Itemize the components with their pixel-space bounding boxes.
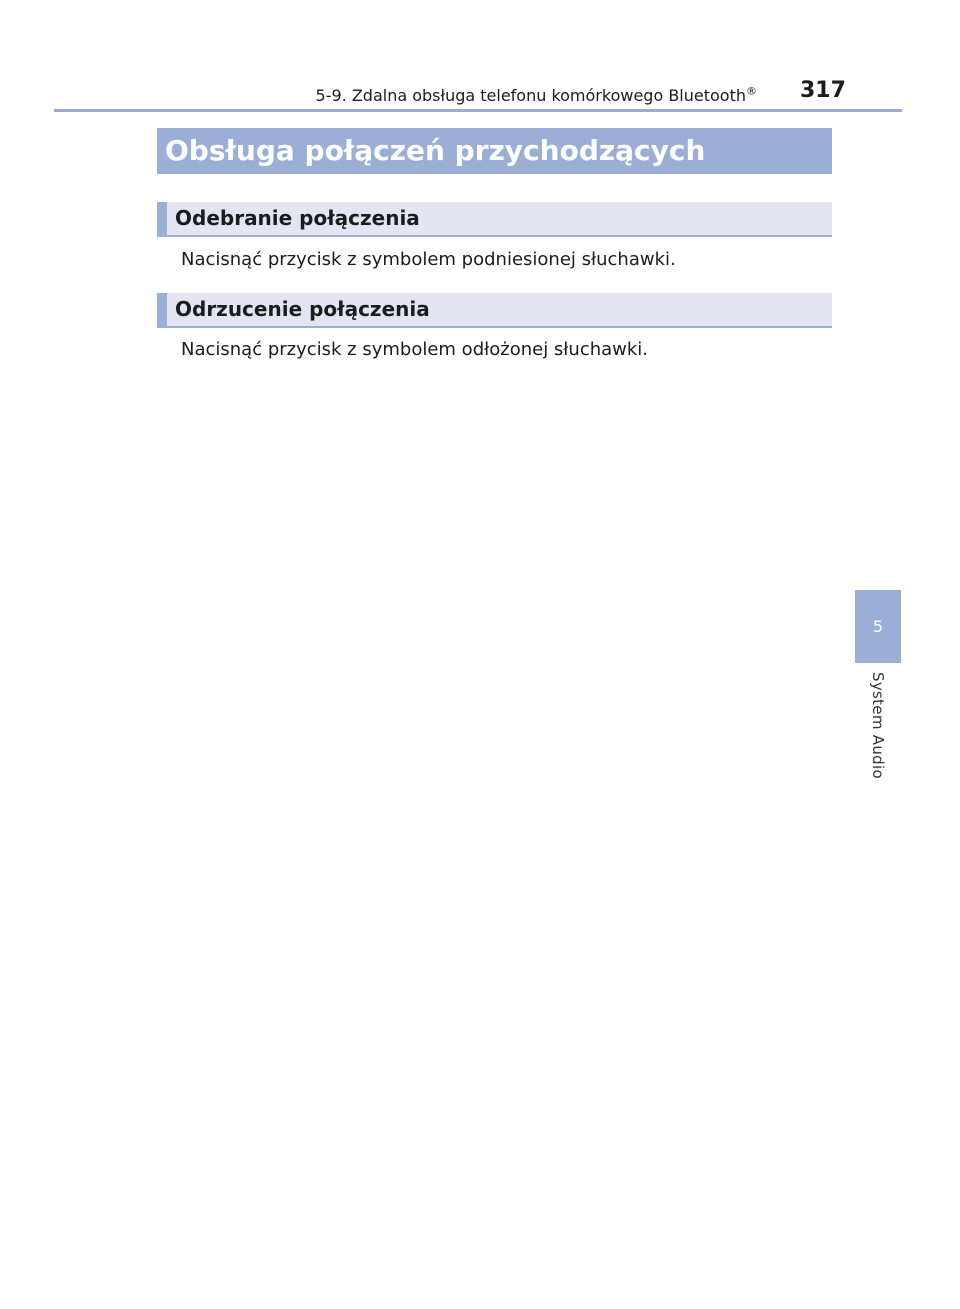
heading-reject-call: Odrzucenie połączenia [157, 293, 832, 328]
chapter-label-text: System Audio [869, 672, 887, 779]
chapter-tab: 5 [855, 590, 901, 663]
chapter-label [855, 672, 901, 802]
section-title [316, 86, 757, 105]
text-reject-call: Nacisnąć przycisk z symbolem odłożonej słuchawki. [181, 339, 649, 360]
header-divider [54, 109, 902, 112]
registered-mark: ® [746, 84, 757, 98]
page-title: Obsługa połączeń przychodzących [157, 128, 832, 174]
page-number: 317 [800, 78, 846, 103]
heading-answer-call: Odebranie połączenia [157, 202, 832, 237]
section-title-text: 5-9. Zdalna obsługa telefonu komórkowego Bluetooth [315, 86, 746, 105]
page-header [0, 0, 960, 112]
text-answer-call: Nacisnąć przycisk z symbolem podniesionej słuchawki. [181, 249, 676, 270]
